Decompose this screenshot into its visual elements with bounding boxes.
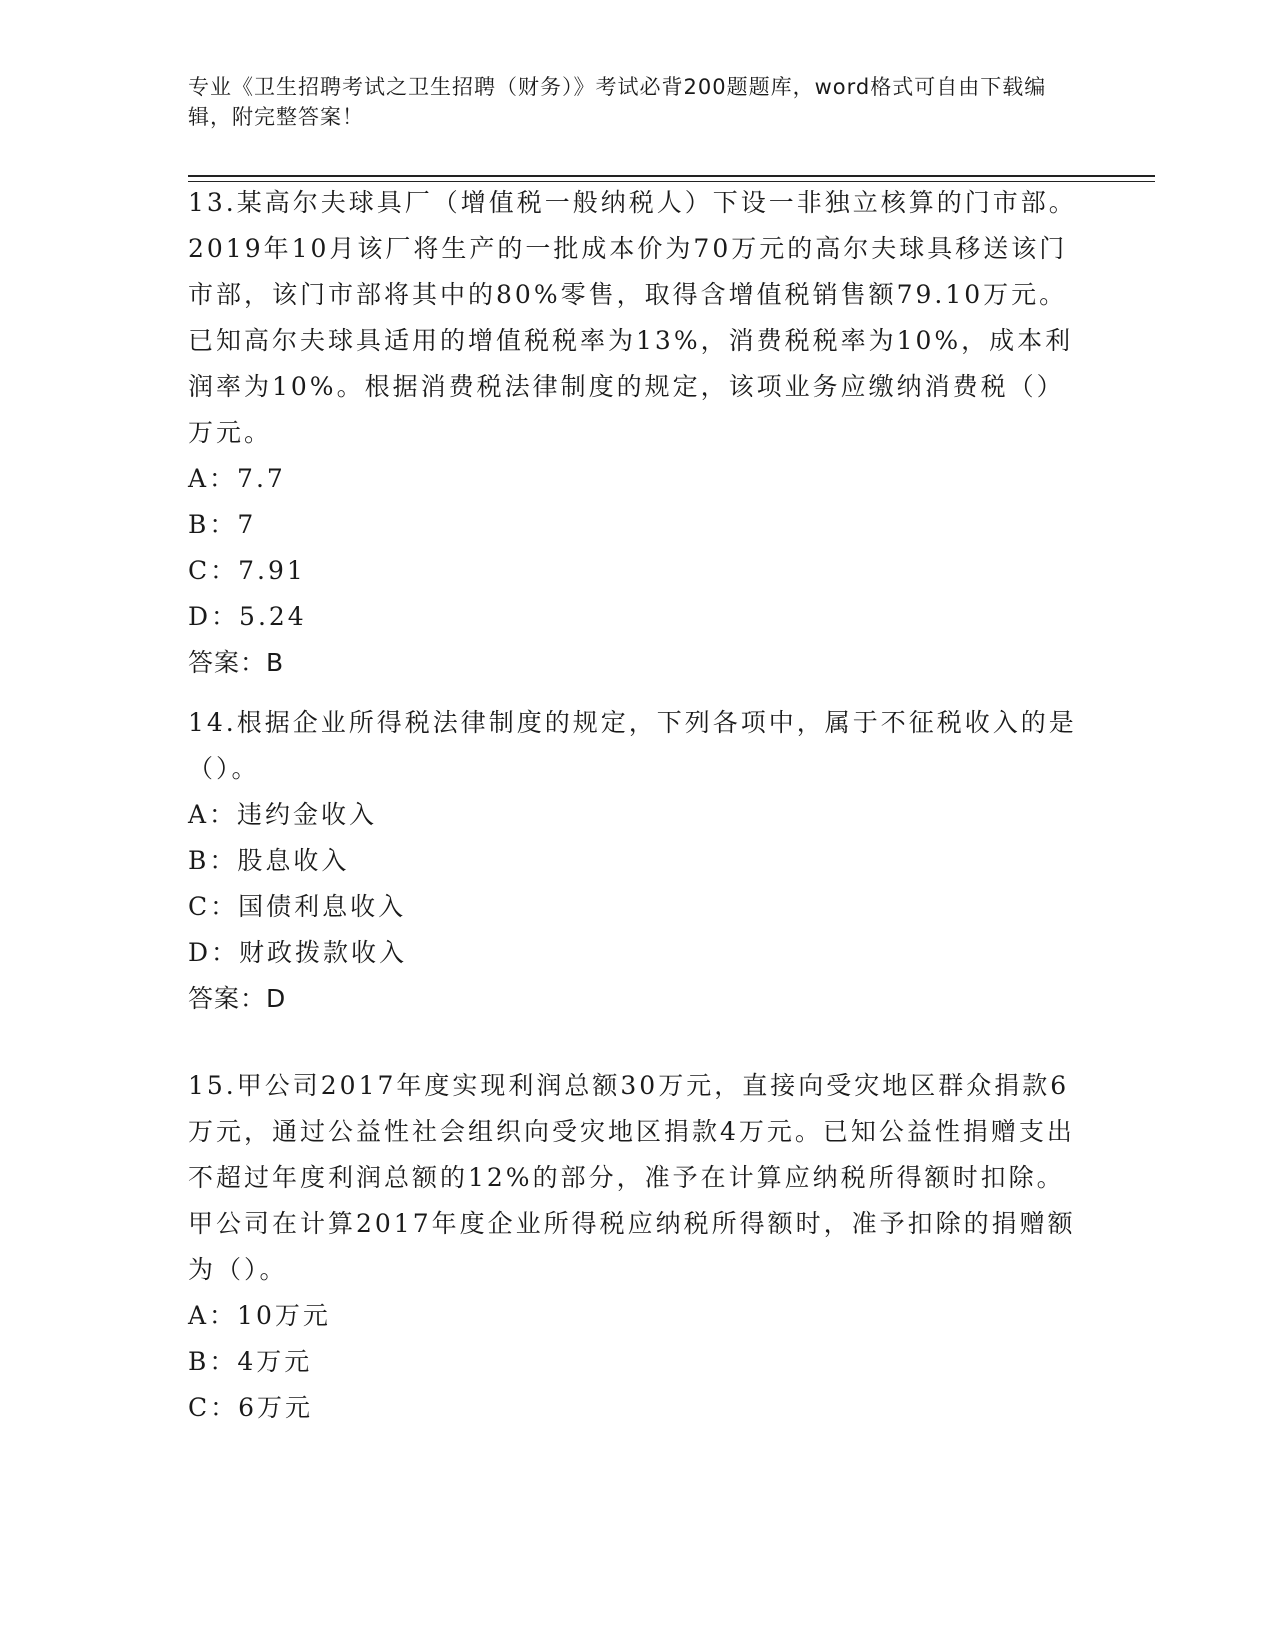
option-c: C：国债利息收入 bbox=[188, 892, 407, 921]
header-title: 专业《卫生招聘考试之卫生招聘（财务）》考试必背200题题库，word格式可自由下载编辑，附完整答案！ bbox=[188, 75, 1047, 129]
question-13 bbox=[188, 180, 1088, 686]
question-stem: 14.根据企业所得税法律制度的规定，下列各项中，属于不征税收入的是（）。 bbox=[188, 708, 1077, 783]
question-stem: 15.甲公司2017年度实现利润总额30万元，直接向受灾地区群众捐款6万元，通过公益性社会组织向受灾地区捐款4万元。已知公益性捐赠支出不超过年度利润总额的12%的部分，准予在计算应纳税所得额时扣除。甲公司在计算2017年度企业所得税应纳税所得额时，准予扣除的捐赠额为（）。 bbox=[188, 1071, 1076, 1284]
option-d: D：5.24 bbox=[188, 602, 307, 631]
option-b: B：4万元 bbox=[188, 1347, 313, 1376]
option-d: D：财政拨款收入 bbox=[188, 938, 408, 967]
option-c: C：6万元 bbox=[188, 1393, 314, 1422]
option-b: B：7 bbox=[188, 510, 257, 539]
document-header bbox=[188, 72, 1068, 132]
question-15 bbox=[188, 1063, 1088, 1431]
option-c: C：7.91 bbox=[188, 556, 306, 585]
answer: 答案：B bbox=[188, 648, 285, 677]
question-stem: 13.某高尔夫球具厂（增值税一般纳税人）下设一非独立核算的门市部。2019年10月该厂将生产的一批成本价为70万元的高尔夫球具移送该门市部，该门市部将其中的80%零售，取得含增值税销售额79.10万元。已知高尔夫球具适用的增值税税率为13%，消费税税率为10%，成本利润率为10%。根据消费税法律制度的规定，该项业务应缴纳消费税（）万元。 bbox=[188, 188, 1077, 447]
header-divider-thick bbox=[188, 175, 1155, 177]
option-a: A：7.7 bbox=[188, 464, 286, 493]
question-14 bbox=[188, 700, 1088, 1022]
option-a: A：10万元 bbox=[188, 1301, 331, 1330]
option-b: B：股息收入 bbox=[188, 846, 350, 875]
answer: 答案：D bbox=[188, 984, 287, 1013]
option-a: A：违约金收入 bbox=[188, 800, 378, 829]
